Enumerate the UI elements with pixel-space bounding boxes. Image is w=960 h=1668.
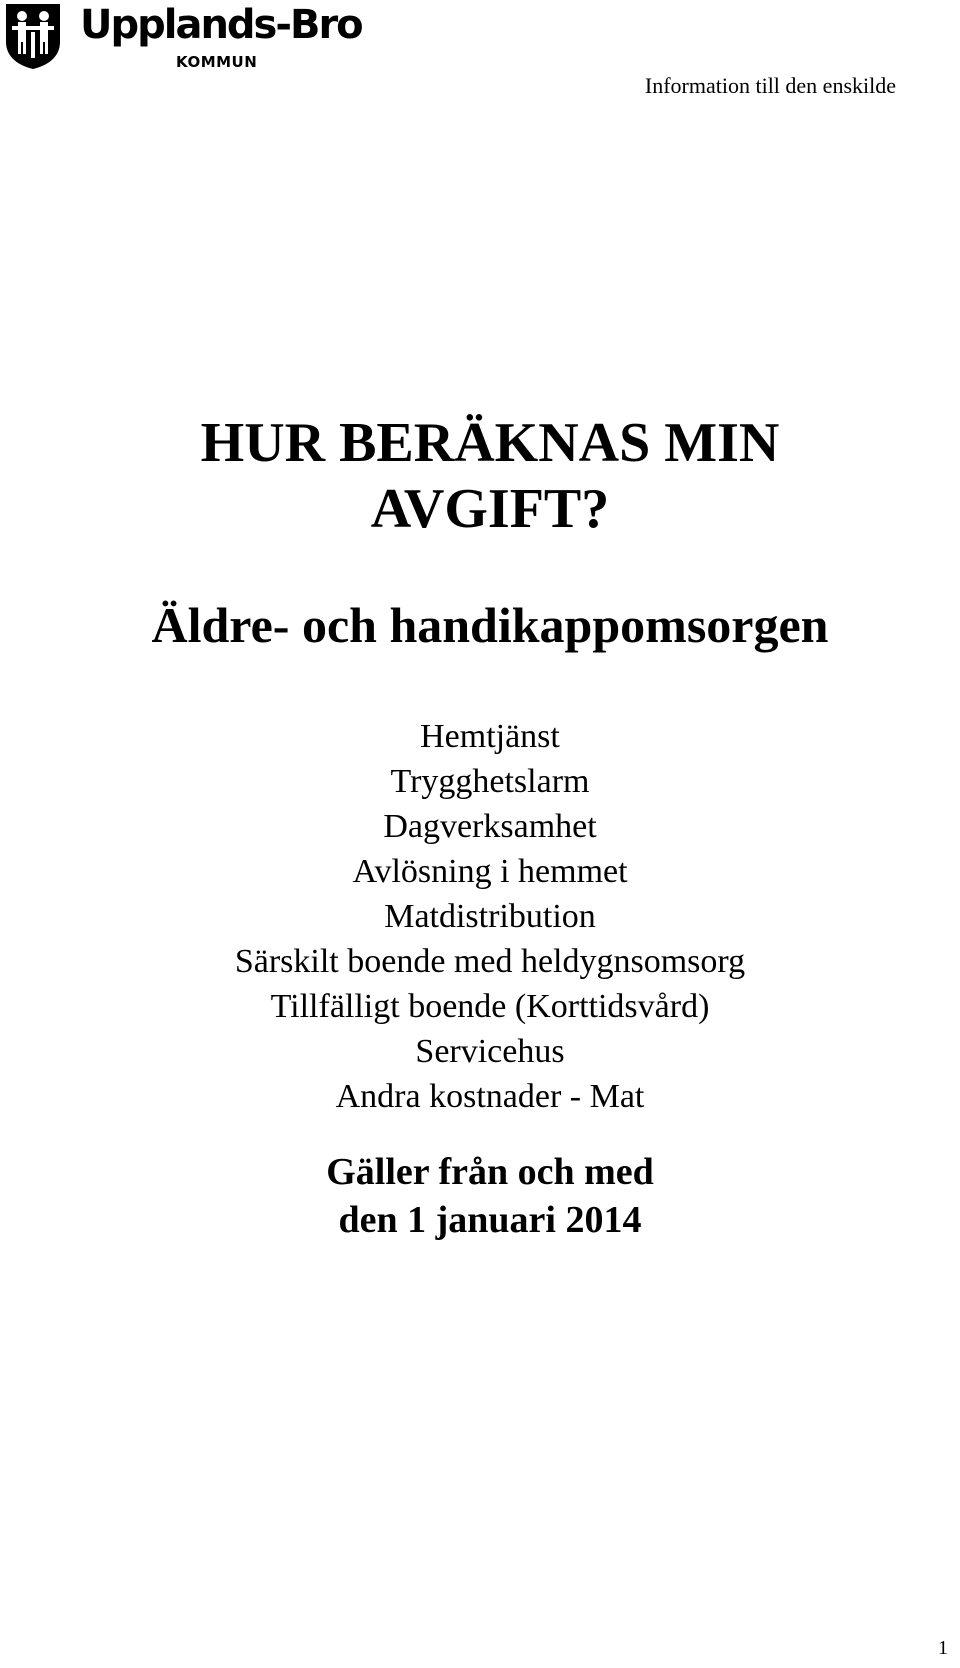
list-item: Matdistribution: [384, 898, 596, 935]
page-number: 1: [938, 1637, 948, 1659]
list-item: Tillfälligt boende (Korttidsvård): [270, 988, 710, 1025]
logo-subtitle: KOMMUN: [176, 53, 258, 71]
validity-date: [120, 1148, 860, 1244]
validity-line-1: Gäller från och med: [326, 1151, 654, 1193]
municipality-logo: [4, 2, 384, 72]
list-item: Avlösning i hemmet: [352, 853, 628, 890]
list-item: Särskilt boende med heldygnsomsorg: [234, 943, 746, 980]
list-item: Hemtjänst: [420, 718, 560, 755]
logo-wordmark: Upplands-Bro: [80, 2, 362, 48]
list-item: Dagverksamhet: [383, 808, 597, 845]
validity-line-2: den 1 januari 2014: [338, 1199, 642, 1241]
services-list: [60, 714, 920, 1119]
list-item: Servicehus: [415, 1033, 565, 1070]
list-item: Andra kostnader - Mat: [335, 1078, 645, 1115]
list-item: Trygghetslarm: [390, 763, 590, 800]
document-title-line-1: HUR BERÄKNAS MIN: [200, 411, 780, 474]
document-title-line-2: AVGIFT?: [370, 477, 610, 540]
document-audience-label: Information till den enskilde: [644, 73, 896, 98]
coat-of-arms-icon: [4, 2, 62, 70]
document-title: [120, 410, 860, 542]
document-subtitle: Äldre- och handikappomsorgen: [151, 596, 829, 653]
